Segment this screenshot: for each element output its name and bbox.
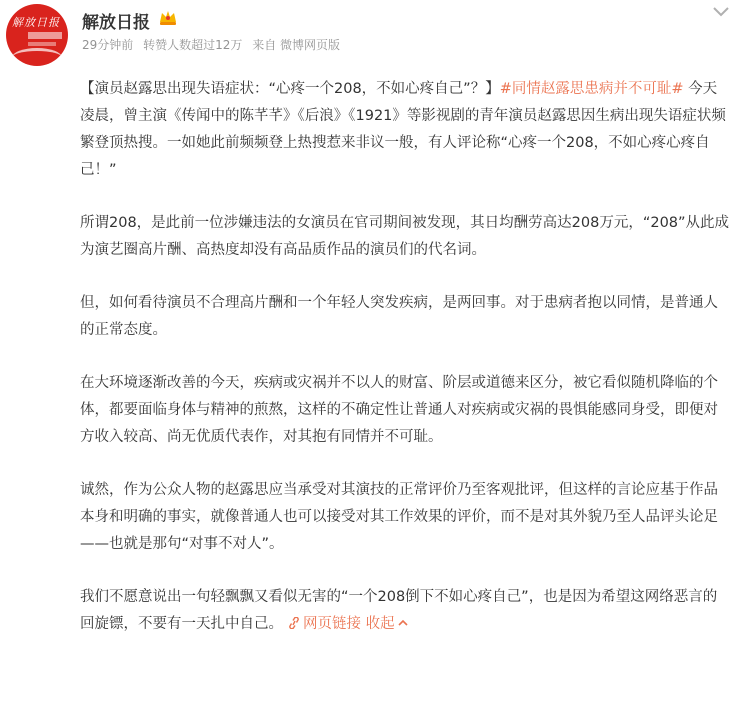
avatar-logo-swirl: [12, 48, 62, 66]
vip-crown-icon: [158, 8, 178, 26]
paragraph-text: 今天凌晨，曾主演《传闻中的陈芊芊》《后浪》《1921》等影视剧的青年演员赵露思因生病出现失语症状频繁登顶热搜。一如她此前频频登上热搜惹来非议一般，有人评论称“心疼一个208，不如心疼心疼自己！”: [80, 81, 726, 178]
paragraph-text: 我们不愿意说出一句轻飘飘又看似无害的“一个208倒下不如心疼自己”，也是因为希望这网络恶言的回旋镖，不要有一天扎中自己。: [80, 589, 718, 632]
post-time[interactable]: 29分钟前: [82, 38, 134, 52]
avatar-logo-text: 解放日报: [12, 16, 60, 29]
collapse-label: 收起: [365, 616, 395, 632]
paragraph-6: [80, 584, 730, 638]
paragraph-4: 在大环境逐渐改善的今天，疾病或灾祸并不以人的财富、阶层或道德来区分，被它看似随机降临的个体，都要面临身体与精神的煎熬，这样的不确定性让普通人对疾病或灾祸的畏惧能感同身受，即便对方收入较高、尚无优质代表作，对其抱有同情并不可耻。: [80, 375, 718, 445]
topic-link[interactable]: #同情赵露思患病并不可耻#: [499, 81, 684, 97]
post-source[interactable]: 来自 微博网页版: [252, 38, 341, 52]
avatar-logo-decoration: [28, 32, 62, 39]
avatar-logo-decoration: [28, 42, 56, 46]
paragraph-1: [80, 76, 730, 184]
web-link[interactable]: [283, 616, 361, 632]
chevron-up-icon: [397, 618, 409, 628]
author-name[interactable]: 解放日报: [82, 13, 150, 33]
paragraph-2: 所谓208，是此前一位涉嫌违法的女演员在官司期间被发现，其日均酬劳高达208万元，“208”从此成为演艺圈高片酬、高热度却没有高品质作品的演员们的代名词。: [80, 215, 730, 258]
web-link-label: 网页链接: [303, 616, 361, 632]
post-content: [80, 76, 730, 664]
chevron-down-icon[interactable]: [712, 6, 730, 18]
link-icon: [287, 617, 301, 629]
repost-count: 转赞人数超过12万: [143, 38, 243, 52]
avatar[interactable]: [6, 4, 68, 66]
collapse-button[interactable]: [366, 616, 409, 632]
post-meta: [82, 36, 346, 53]
post-headline: 【演员赵露思出现失语症状：“心疼一个208，不如心疼自己”？】: [80, 81, 500, 97]
paragraph-5: 诚然，作为公众人物的赵露思应当承受对其演技的正常评价乃至客观批评，但这样的言论应基于作品本身和明确的事实，就像普通人也可以接受对其工作效果的评价，而不是对其外貌乃至人品评头论足——也就是那句“对事不对人”。: [80, 482, 718, 552]
paragraph-3: 但，如何看待演员不合理高片酬和一个年轻人突发疾病，是两回事。对于患病者抱以同情，是普通人的正常态度。: [80, 295, 718, 338]
